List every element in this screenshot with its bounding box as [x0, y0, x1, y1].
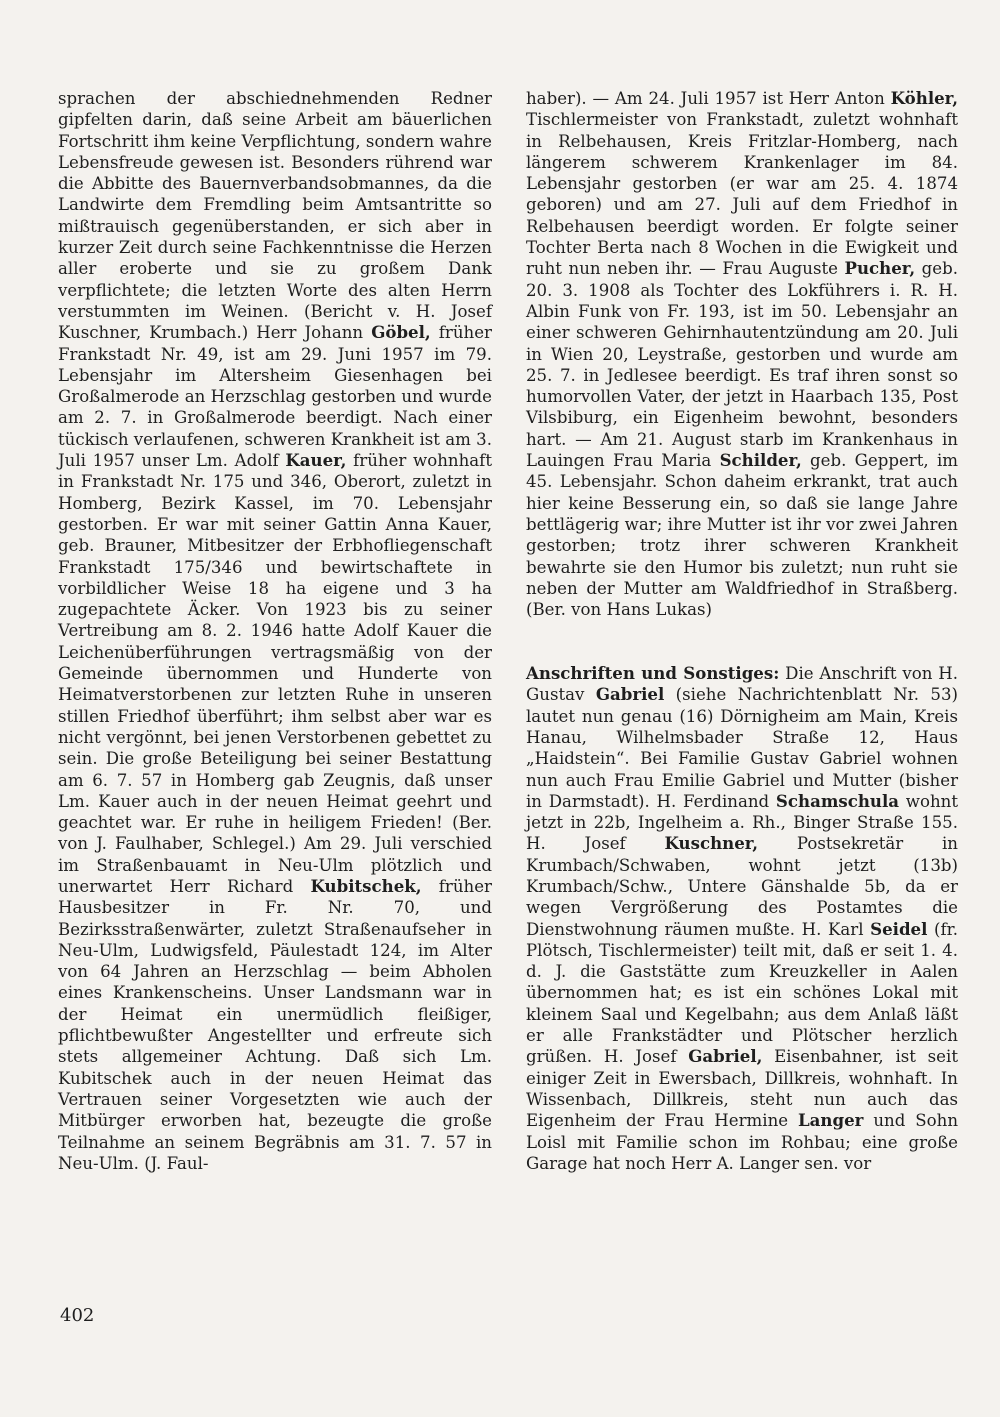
text-run: (fr. Plötsch, Tischlermeister) teilt mit, daß er seit 1. 4. d. J. die Gaststätte zum Kreuzkeller in Aalen übernommen hat; es ist ein schönes Lokal mit kleinem Saal und Kegelbahn; aus dem Anlaß läßt er alle Frankstädter und Plötscher herzlich grüßen. H. Josef: [526, 919, 958, 1067]
obituaries-paragraph-right: [526, 88, 958, 620]
right-column: [526, 88, 958, 1174]
text-run: früher Frankstadt Nr. 49, ist am 29. Juni 1957 im 79. Lebensjahr im Altersheim Giesenhagen bei Großalmerode an Herzschlag gestorben und wurde am 2. 7. in Großalmerode beerdigt. Nach einer tückisch verlaufenen, schweren Krankheit ist am 3. Juli 1957 unser Lm. Adolf: [58, 323, 492, 471]
text-run: geb. Geppert, im 45. Lebensjahr. Schon daheim erkrankt, trat auch hier keine Besserung ein, so daß sie lange Jahre bettlägerig war; ihre Mutter ist ihr vor zwei Jahren gestorben; trotz ihrer schweren Krankheit bewahrte sie den Humor bis zuletzt; nun ruht sie neben der Mutter am Waldfriedhof in Straßberg. (Ber. von Hans Lukas): [526, 451, 958, 620]
name-langer: Langer: [798, 1110, 864, 1131]
name-kauer: Kauer,: [285, 450, 347, 471]
text-run: früher Hausbesitzer in Fr. Nr. 70, und Bezirksstraßenwärter, zuletzt Straßenaufseher in Neu-Ulm, Ludwigsfeld, Päulestadt 124, im Alter von 64 Jahren an Herzschlag — beim Abholen eines Krankenscheins. Unser Landsmann war in der Heimat ein unermüdlich fleißiger, pflichtbewußter Angestellter und erfreute sich stets allgemeiner Achtung. Daß sich Lm. Kubitschek auch in der neuen Heimat das Vertrauen seiner Vorgesetzten wie auch der Mitbürger erworben hat, bezeugte die große Teilnahme an seinem Begräbnis am 31. 7. 57 in Neu-Ulm. (J. Faul-: [58, 876, 492, 1173]
text-run: Eisenbahner, ist seit einiger Zeit in Ewersbach, Dillkreis, wohnhaft. In Wissenbach, Dillkreis, steht nun auch das Eigenheim der Frau Hermine: [526, 1047, 958, 1131]
text-run: und Sohn Loisl mit Familie schon im Rohbau; eine große Garage hat noch Herr A. Langer sen. vor: [526, 1111, 959, 1173]
name-gabriel-josef: Gabriel,: [688, 1046, 763, 1067]
obituaries-paragraph-left: [58, 88, 492, 1174]
name-seidel: Seidel: [870, 918, 928, 939]
text-run: früher wohnhaft in Frankstadt Nr. 175 und 346, Oberort, zuletzt in Homberg, Bezirk Kassel, im 70. Lebensjahr gestorben. Er war mit seiner Gattin Anna Kauer, geb. Brauner, Mitbesitzer der Erbhofliegenschaft Frankstadt 175/346 und bewirtschaftete in vorbildlicher Weise 18 ha eigene und 3 ha zugepachtete Äcker. Von 1923 bis zu seiner Vertreibung am 8. 2. 1946 hatte Adolf Kauer die Leichenüberführungen vertragsmäßig von der Gemeinde übernommen und Hunderte von Heimatverstorbenen zur letzten Ruhe in unseren stillen Friedhof überführt; ihm selbst aber war es nicht vergönnt, bei jenen Verstorbenen gebettet zu sein. Die große Beteiligung bei seiner Bestattung am 6. 7. 57 in Homberg gab Zeugnis, daß unser Lm. Kauer auch in der neuen Heimat geehrt und geachtet war. Er ruhe in heiligem Frieden! (Ber. von J. Faulhaber, Schlegel.) Am 29. Juli verschied im Straßenbauamt in Neu-Ulm plötzlich und unerwartet Herr Richard: [58, 451, 492, 896]
name-pucher: Pucher,: [844, 258, 916, 279]
paragraph-spacer: [526, 620, 958, 663]
name-gabriel: Gabriel: [595, 684, 665, 705]
text-run: geb. 20. 3. 1908 als Tochter des Lokführers i. R. H. Albin Funk von Fr. 193, ist im 50. Lebensjahr an einer schweren Gehirnhautentzündung am 20. Juli in Wien 20, Leystraße, gestorben und wurde am 25. 7. in Jedlesee beerdigt. Es traf ihren sonst so humorvollen Vater, der jetzt in Haarbach 135, Post Vilsbiburg, ein Eigenheim bewohnt, besonders hart. — Am 21. August starb im Krankenhaus in Lauingen Frau Maria: [526, 259, 958, 471]
section-heading-addresses: Anschriften und Sonstiges:: [526, 663, 780, 684]
left-column: [58, 88, 492, 1174]
text-run: sprachen der abschiednehmenden Redner gipfelten darin, daß seine Arbeit am bäuerlichen Fortschritt ihm keine Verpflichtung, sondern wahre Lebensfreude gewesen ist. Besonders rührend war die Abbitte des Bauernverbandsobmannes, da die Landwirte dem Fremdling beim Amtsantritte so mißtrauisch gegenüberstanden, er sich aber in kurzer Zeit durch seine Fachkenntnisse die Herzen aller eroberte und sie zu großem Dank verpflichtete; die letzten Worte des alten Herrn verstummten im Weinen. (Bericht v. H. Josef Kuschner, Krumbach.) Herr Johann: [58, 89, 492, 343]
page-number: 402: [60, 1305, 95, 1326]
name-schamschula: Schamschula: [775, 790, 900, 811]
text-run: haber). — Am 24. Juli 1957 ist Herr Anton: [526, 89, 891, 108]
name-kubitschek: Kubitschek,: [310, 875, 422, 896]
text-run: Die Anschrift von H. Gustav: [526, 664, 958, 705]
addresses-paragraph: [526, 663, 958, 1174]
name-schilder: Schilder,: [719, 450, 802, 471]
text-run: wohnt jetzt in 22b, Ingelheim a. Rh., Binger Straße 155. H. Josef: [526, 791, 959, 854]
name-koehler: Köhler,: [890, 88, 958, 108]
text-run: Tischlermeister von Frankstadt, zuletzt wohnhaft in Relbehausen, Kreis Fritzlar-Homberg, nach längerem schwerem Krankenlager im 84. Lebensjahr gestorben (er war am 25. 4. 1874 geboren) und am 27. Juli auf dem Friedhof in Relbehausen beerdigt worden. Er folgte seiner Tochter Berta nach 8 Wochen in die Ewigkeit und ruht nun neben ihr. — Frau Auguste: [526, 110, 958, 279]
name-goebel: Göbel,: [371, 322, 431, 343]
text-run: Postsekretär in Krumbach/Schwaben, wohnt jetzt (13b) Krumbach/Schw., Untere Gänshalde 5b, da er wegen Vergrößerung des Postamtes die Dienstwohnung räumen mußte. H. Karl: [526, 834, 958, 939]
name-kuschner: Kuschner,: [664, 833, 759, 854]
text-run: (siehe Nachrichtenblatt Nr. 53) lautet nun genau (16) Dörnigheim am Main, Kreis Hanau, Wilhelmsbader Straße 12, Haus „Haidstein“. Bei Familie Gustav Gabriel wohnen nun auch Frau Emilie Gabriel und Mutter (bisher in Darmstadt). H. Ferdinand: [526, 685, 959, 811]
